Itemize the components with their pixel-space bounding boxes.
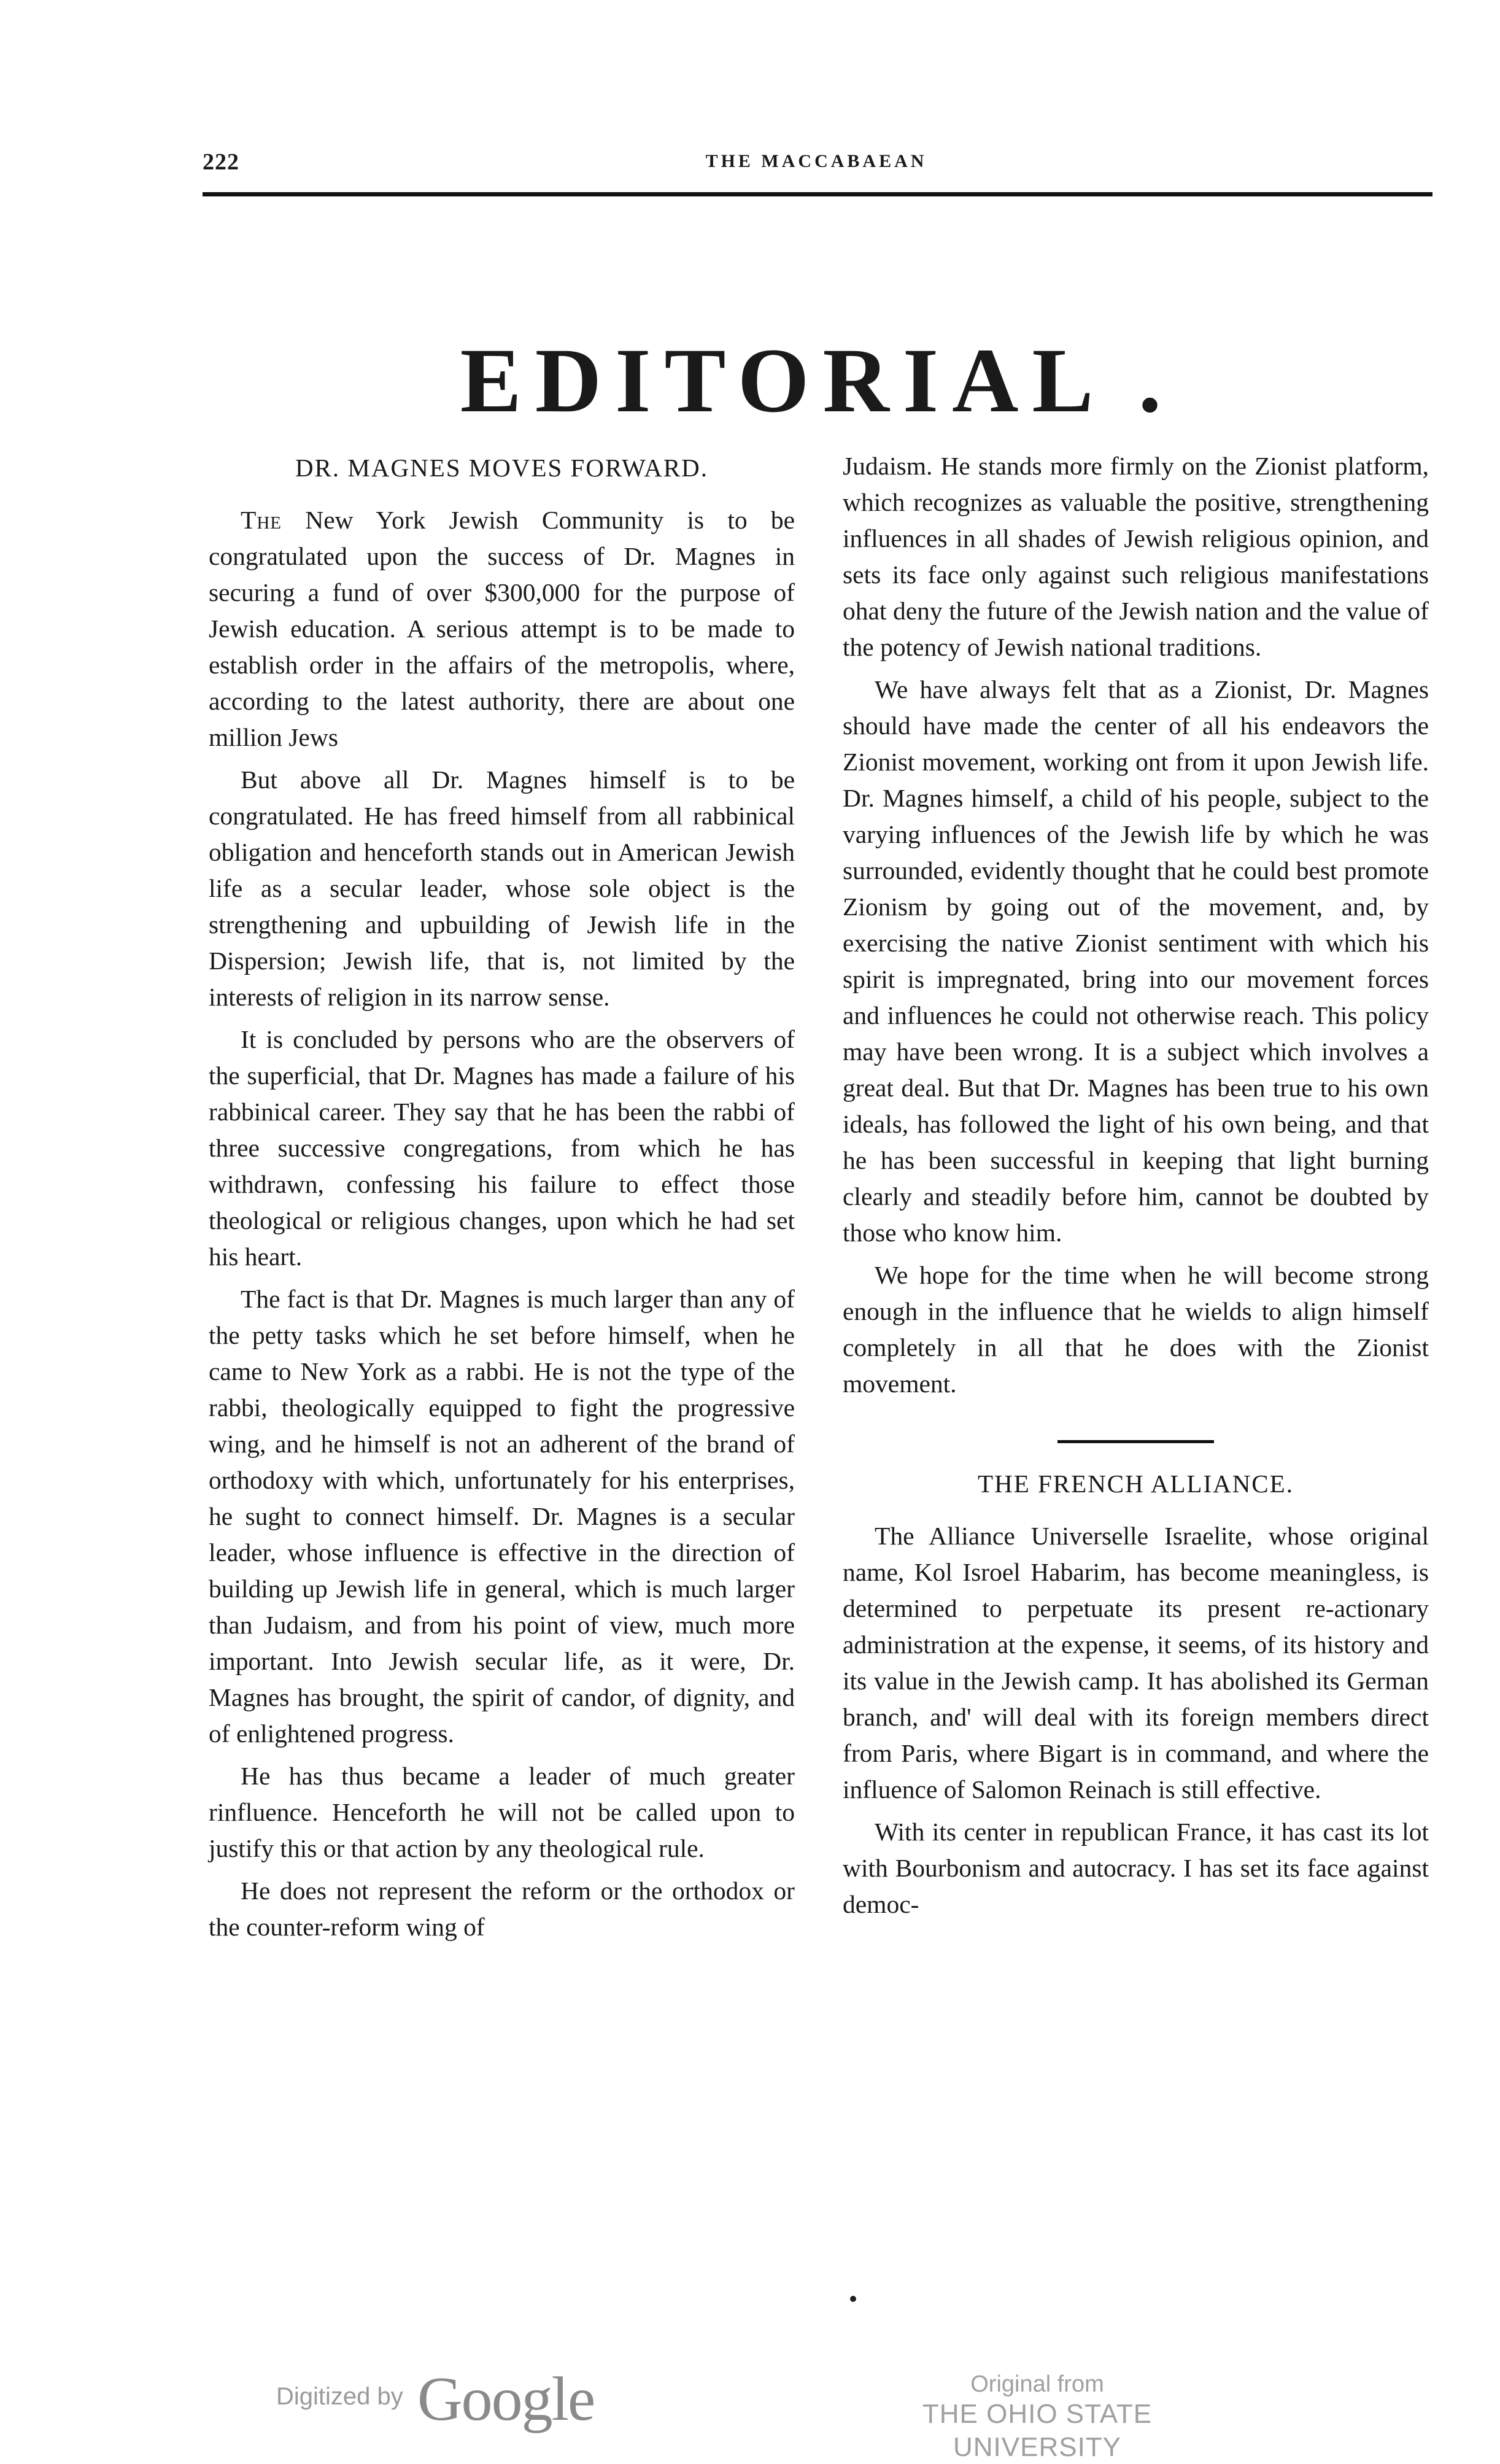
article-paragraph: We have always felt that as a Zionist, Dr. Magnes should have made the center of all his endeavors the Zionist movement, working ont from it upon Jewish life. Dr. Magnes himself, a child of his people, subject to the varying influences of the Jewish life by which he was surrounded, evidently thought that he could best promote Zionism by going out of the movement, and, by exercising the native Zionist sentiment with which his spirit is impregnated, bring into our movement forces and influences he could not otherwise reach. This policy may have been wrong. It is a subject which involves a great deal. But that Dr. Magnes has been true to his own ideals, has followed the light of his own being, and that he has been successful in keeping that light burning clearly and steadily before him, cannot be doubted by those who know him. — [843, 675, 1429, 1247]
source-credit — [841, 2371, 1234, 2464]
right-column — [843, 448, 1429, 1929]
lead-word: The — [241, 506, 282, 534]
editorial-title: EDITORIAL . — [460, 330, 1175, 432]
left-column — [209, 448, 795, 1951]
google-logo: Google — [417, 2365, 595, 2434]
paragraph-text: New York Jewish Community is to be congratulated upon the success of Dr. Magnes in securing a fund of over $300,000 for the purpose of Jewish education. A serious attempt is to be made to establish order in the affairs of the metropolis, where, according to the latest authority, there are about one million Jews — [209, 506, 795, 751]
article-paragraph: He does not represent the reform or the orthodox or the counter-reform wing of — [209, 1877, 795, 1941]
article-paragraph-continued: Judaism. He stands more firmly on the Zionist platform, which recognizes as valuable the positive, strengthening influences in all shades of Jewish religious opinion, and sets its face only against such religious manifestations ohat deny the future of the Jewish nation and the value of the potency of Jewish national traditions. — [843, 452, 1429, 661]
running-head: THE MACCABAEAN — [705, 151, 927, 171]
article-paragraph: With its center in republican France, it has cast its lot with Bourbonism and autocracy. I has set its face against democ- — [843, 1818, 1429, 1918]
header-rule — [203, 192, 1432, 196]
page-number: 222 — [203, 149, 239, 175]
article-heading-magnes: DR. MAGNES MOVES FORWARD. — [295, 454, 709, 482]
original-from-label: Original from — [970, 2371, 1104, 2397]
university-name: THE OHIO STATE UNIVERSITY — [922, 2399, 1153, 2462]
article-paragraph: We hope for the time when he will become strong enough in the influence that he wields to align himself completely in all that he does with the Zionist movement. — [843, 1261, 1429, 1398]
section-divider — [1057, 1440, 1214, 1443]
digitized-by-google — [276, 2363, 669, 2437]
article-paragraph: He has thus became a leader of much greater rinfluence. Henceforth he will not be called upon to justify this or that action by any theological rule. — [209, 1762, 795, 1862]
ink-dot — [850, 2296, 856, 2302]
article-paragraph: But above all Dr. Magnes himself is to be congratulated. He has freed himself from all rabbinical obligation and henceforth stands out in American Jewish life as a secular leader, whose sole object is the strengthening and upbuilding of Jewish life in the Dispersion; Jewish life, that is, not limited by the interests of religion in its narrow sense. — [209, 765, 795, 1011]
digitized-by-label: Digitized by — [276, 2383, 403, 2410]
article-paragraph: It is concluded by persons who are the observers of the superficial, that Dr. Magnes has made a failure of his rabbinical career. They say that he has been the rabbi of three successive congregations, from which he has withdrawn, confessing his failure to effect those theological or religious changes, upon which he had set his heart. — [209, 1025, 795, 1271]
article-paragraph: The Alliance Universelle Israelite, whose original name, Kol Isroel Habarim, has become meaningless, is determined to perpetuate its present re-actionary administration at the expense, it seems, of its history and its value in the Jewish camp. It has abolished its German branch, and' will deal with its foreign members direct from Paris, where Bigart is in command, and where the influence of Salomon Reinach is still effective. — [843, 1522, 1429, 1803]
page-header — [203, 149, 1430, 185]
article-paragraph: The fact is that Dr. Magnes is much larger than any of the petty tasks which he set before himself, when he came to New York as a rabbi. He is not the type of the rabbi, theologically equipped to fight the progressive wing, and he himself is not an adherent of the brand of orthodoxy with which, unfortunately for his enterprises, he sught to connect himself. Dr. Magnes is a secular leader, whose influence is effective in the direction of building up Jewish life in general, which is much larger than Judaism, and from his point of view, much more important. Into Jewish secular life, as it were, Dr. Magnes has brought, the spirit of candor, of dignity, and of enlightened progress. — [209, 1285, 795, 1748]
article-heading-french-alliance: THE FRENCH ALLIANCE. — [978, 1470, 1294, 1498]
article-paragraph — [209, 502, 795, 756]
